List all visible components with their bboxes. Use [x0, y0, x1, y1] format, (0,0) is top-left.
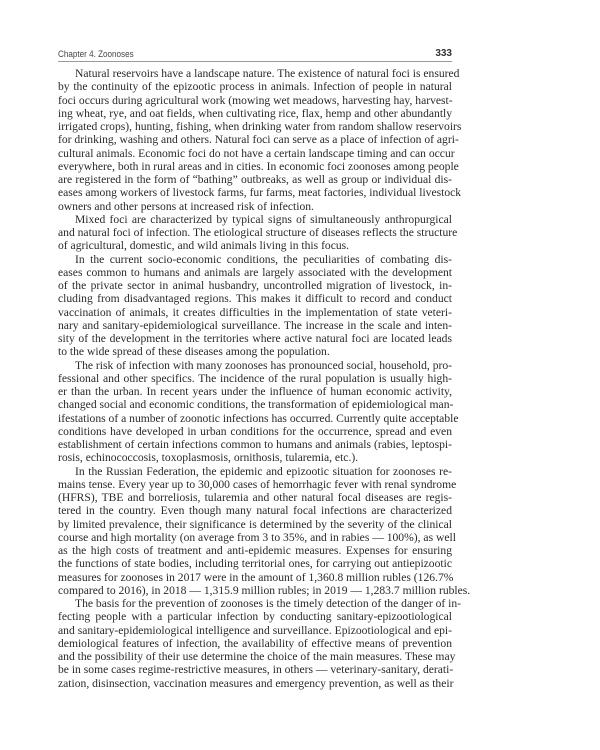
text-line: everywhere, both in rural areas and in cities. In economic foci zoonoses among people	[58, 159, 459, 173]
text-line: changed social and economic conditions, the transformation of epidemiological man-	[58, 398, 454, 412]
text-line: cultural animals. Economic foci do not have a certain landscape timing and can occur	[58, 146, 455, 160]
text-line: and natural foci of infection. The etiological structure of diseases reflects the structure	[58, 226, 458, 239]
running-header	[58, 47, 452, 62]
text-line: cluding from disadvantaged regions. This makes it difficult to record and conduct	[58, 292, 452, 306]
text-line: ifestations of a number of zoonotic infections has occurred. Currently quite acceptable	[58, 411, 459, 425]
text-line: to the wide spread of these diseases among the population.	[58, 345, 330, 359]
text-line: Natural reservoirs have a landscape nature. The existence of natural foci is ensured	[75, 67, 460, 80]
paragraph	[58, 67, 462, 213]
text-line: fecting people with a particular infection by conducting sanitary-epizootiological	[58, 610, 452, 624]
text-line: for drinking, washing and others. Natural foci can serve as a place of infection of agri-	[58, 133, 459, 147]
text-line: In the Russian Federation, the epidemic and epizootic situation for zoonoses re-	[75, 464, 452, 478]
text-line: demiological features of infection, the availability of effective means of prevention	[58, 636, 452, 650]
text-line: and the possibility of their use determine the choice of the main measures. These may	[58, 650, 456, 663]
text-line: irrigated crops), hunting, fishing, when drinking water from random shallow reservoirs	[58, 120, 462, 133]
text-line: owners and other persons at increased risk of infection.	[58, 199, 314, 213]
text-line: eases common to humans and animals are largely associated with the development	[58, 265, 452, 279]
text-line: be in some cases regime-restrictive measures, in others — veterinary-sanitary, derati-	[58, 663, 454, 677]
text-line: er than the urban. In recent years under the influence of human economic activity,	[58, 385, 452, 398]
text-line: of agricultural, domestic, and wild animals living in this focus.	[58, 239, 350, 253]
text-line: ing wheat, rye, and oat fields, when cultivating rice, flax, hemp and other abundantly	[58, 106, 453, 120]
paragraph	[58, 358, 459, 465]
text-line: by the continuity of the epizootic process in animals. Infection of people in natural	[58, 80, 452, 94]
body-text	[58, 67, 471, 690]
text-line: measures for zoonoses in 2017 were in the amount of 1,360.8 million rubles (126.7%	[58, 570, 454, 584]
text-line: eases among workers of livestock farms, fur farms, meat factories, individual livestock	[58, 186, 462, 200]
paragraph	[58, 212, 458, 253]
text-line: Mixed foci are characterized by typical signs of simultaneously anthropurgical	[75, 212, 452, 226]
paragraph	[58, 464, 471, 598]
text-line: the functions of state bodies, including territorial ones, for carrying out antiepizootic	[58, 557, 452, 571]
text-line: mains tense. Every year up to 30,000 cases of hemorrhagic fever with renal syndrome	[58, 477, 457, 491]
paragraph	[58, 597, 462, 690]
text-line: establishment of certain infections common to humans and animals (rabies, leptospi-	[58, 438, 452, 451]
text-line: In the current socio-economic conditions, the peculiarities of combating dis-	[75, 252, 452, 266]
text-line: fessional and other specifics. The incidence of the rural population is usually high-	[58, 371, 452, 385]
chapter-title: Chapter 4. Zoonoses	[58, 49, 134, 59]
page-number: 333	[435, 48, 452, 59]
text-line: vaccination of animals, it creates difficulties in the implementation of state veteri-	[58, 305, 452, 319]
text-line: are registered in the form of “bathing” outbreaks, as well as group or individual dis-	[58, 173, 452, 186]
text-line: compared to 2016), in 2018 — 1,315.9 million rubles; in 2019 — 1,283.7 million rubles.	[58, 583, 471, 597]
text-line: rosis, echinococcosis, toxoplasmosis, ornithosis, tularemia, etc.).	[58, 451, 359, 465]
text-line: of the private sector in animal husbandry, uncontrolled migration of livestock, in-	[58, 279, 452, 292]
text-line: sity of the development in the territories where active natural foci are located leads	[58, 332, 452, 345]
text-line: The risk of infection with many zoonoses has pronounced social, household, pro-	[75, 358, 453, 372]
text-line: The basis for the prevention of zoonoses is the timely detection of the danger of in-	[75, 597, 462, 610]
text-line: course and high mortality (on average from 3 to 35%, and in rabies — 100%), as well	[58, 530, 456, 544]
text-line: tered in the country. Even though many natural focal infections are characterized	[58, 504, 452, 518]
text-line: and sanitary-epidemiological intelligence and surveillance. Epizootiological and epi-	[58, 623, 452, 637]
text-line: foci occurs during agricultural work (mowing wet meadows, harvesting hay, harvest-	[58, 93, 453, 107]
text-line: conditions have developed in urban conditions for the occurrence, spread and even	[58, 424, 452, 438]
text-line: by limited prevalence, their significance is determined by the severity of the clinical	[58, 517, 452, 531]
paragraph	[58, 253, 452, 359]
text-line: (HFRS), TBE and borreliosis, tularemia and other natural focal diseases are regis-	[58, 491, 452, 504]
text-line: as the high costs of treatment and anti-epidemic measures. Expenses for ensuring	[58, 544, 452, 557]
text-line: zation, disinsection, vaccination measures and emergency prevention, as well as their	[58, 676, 454, 690]
text-line: nary and sanitary-epidemiological surveillance. The increase in the scale and inten-	[58, 318, 452, 332]
